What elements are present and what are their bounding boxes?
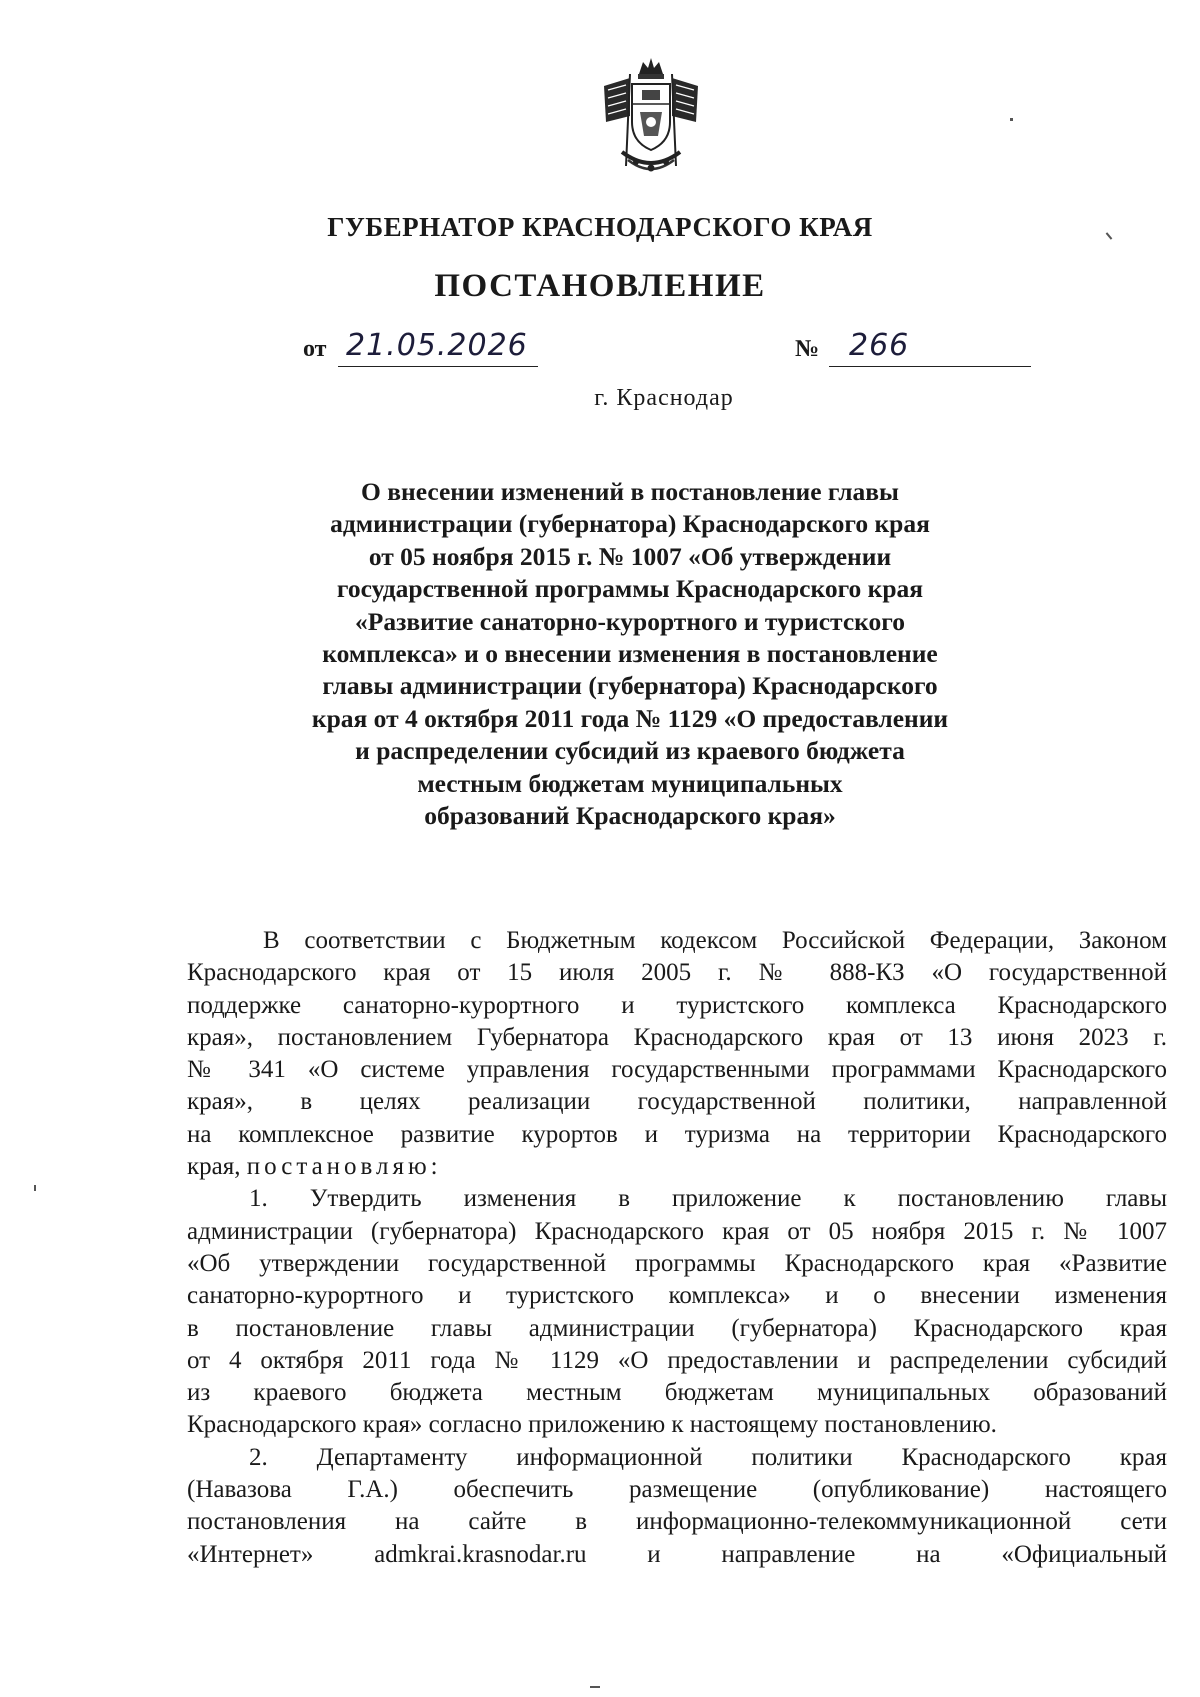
number-underline [829, 330, 1031, 367]
body-line: Краснодарского края от 15 июля 2005 г. № 888-КЗ «О государственной [187, 959, 1167, 987]
title-line: края от 4 октября 2011 года № 1129 «О предоставлении [311, 703, 949, 733]
body-line: края», в целях реализации государственной политики, направленной [187, 1088, 1167, 1116]
body-line: в постановление главы администрации (губернатора) Краснодарского края [187, 1314, 1167, 1342]
number-label: № [795, 336, 820, 362]
body-line: от 4 октября 2011 года № 1129 «О предоставлении и распределении субсидий [187, 1346, 1167, 1374]
scan-speck [1010, 118, 1013, 121]
body-line: 1. Утвердить изменения в приложение к постановлению главы [249, 1185, 1167, 1213]
handwritten-number: 266 [849, 328, 910, 363]
title-line: администрации (губернатора) Краснодарского края [330, 509, 930, 539]
body-line: (Навазова Г.А.) обеспечить размещение (опубликование) настоящего [187, 1476, 1167, 1504]
body-line [187, 1151, 1167, 1183]
title-line: комплекса» и о внесении изменения в постановление [322, 639, 938, 669]
document-title [230, 476, 1030, 832]
title-line: государственной программы Краснодарского края [336, 574, 924, 604]
body-text-fragment: края, [187, 1153, 247, 1181]
title-line: главы администрации (губернатора) Краснодарского [322, 671, 938, 701]
scan-speck [590, 1686, 600, 1688]
scan-speck [34, 1185, 36, 1191]
document-type-heading: ПОСТАНОВЛЕНИЕ [434, 268, 766, 304]
title-line: «Развитие санаторно-курортного и туристского [355, 606, 905, 636]
body-line: края», постановлением Губернатора Краснодарского края от 13 июня 2023 г. [187, 1023, 1167, 1051]
body-line: на комплексное развитие курортов и туризма на территории Краснодарского [187, 1120, 1167, 1148]
body-line: из краевого бюджета местным бюджетам муниципальных образований [187, 1379, 1167, 1407]
body-line: № 341 «О системе управления государственными программами Краснодарского [187, 1056, 1167, 1084]
body-line: администрации (губернатора) Краснодарского края от 05 ноября 2015 г. № 1007 [187, 1217, 1167, 1245]
body-line: В соответствии с Бюджетным кодексом Российской Федерации, Законом [263, 927, 1167, 954]
title-line: образований Краснодарского края» [424, 801, 836, 831]
body-line: поддержке санаторно-курортного и туристского комплекса Краснодарского [187, 991, 1167, 1019]
date-label: от [303, 336, 327, 362]
issuing-authority: ГУБЕРНАТОР КРАСНОДАРСКОГО КРАЯ [327, 212, 873, 242]
date-underline [338, 330, 538, 367]
title-line: от 05 ноября 2015 г. № 1007 «Об утверждении [368, 541, 892, 571]
spaced-resolve-word: постановляю: [246, 1153, 442, 1181]
city-name: г. Краснодар [594, 385, 734, 411]
body-line: «Об утверждении государственной программы Краснодарского края «Развитие [187, 1249, 1167, 1277]
title-line: и распределении субсидий из краевого бюджета [355, 736, 905, 766]
title-line: местным бюджетам муниципальных [417, 768, 843, 798]
body-line: Краснодарского края» согласно приложению к настоящему постановлению. [187, 1411, 997, 1439]
body-line: постановления на сайте в информационно-телекоммуникационной сети [187, 1508, 1167, 1536]
body-line: 2. Департаменту информационной политики Краснодарского края [249, 1443, 1167, 1471]
document-body [187, 925, 1167, 1571]
city-line [0, 385, 1200, 412]
handwritten-date: 21.05.2026 [346, 328, 528, 363]
body-line: санаторно-курортного и туристского комплекса» и о внесении изменения [187, 1282, 1167, 1310]
body-line: «Интернет» admkrai.krasnodar.ru и направление на «Официальный [187, 1540, 1167, 1568]
title-line: О внесении изменений в постановление главы [361, 477, 899, 506]
coat-of-arms-emblem [596, 56, 706, 184]
